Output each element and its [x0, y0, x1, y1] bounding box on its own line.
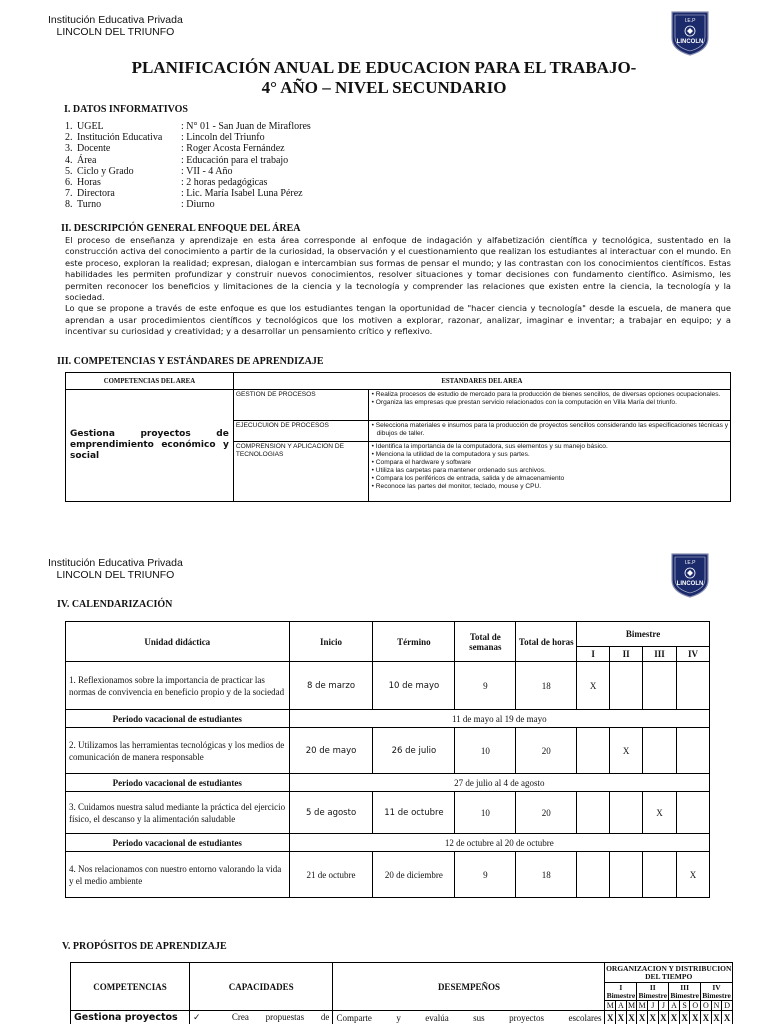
vacation-label: Periodo vacacional de estudiantes	[66, 710, 290, 728]
unit-start-cell: 21 de octubre	[289, 852, 373, 898]
bimestre-num: I	[619, 982, 623, 992]
unit-weeks-cell: 9	[455, 662, 516, 710]
capacidad-cell: EJECUCUION DE PROCESOS	[233, 421, 368, 442]
datos-row	[65, 188, 311, 199]
datos-list	[65, 121, 311, 211]
datos-num: 8.	[65, 199, 73, 211]
datos-label: Horas	[77, 177, 101, 189]
month-mark: X	[679, 1011, 690, 1024]
school-logo	[670, 552, 710, 598]
descripcion-paragraph-2: Lo que se propone a través de este enfoque es que los estudiantes tengan la oportunidad de "hacer ciencia y tecnología" desde la escuela, de manera que aprendan a usar procedimientos científicos y tecnológicos que los motiven a explorar, razonar, analizar, imaginar e inventar; a trabajar en equipo; y a incentivar su curiosidad y creatividad; y a desarrollar un pensamiento crítico y reflexivo.	[65, 303, 731, 337]
unit-b1-cell	[577, 792, 610, 834]
vacation-range: 27 de julio al 4 de agosto	[289, 774, 709, 792]
unit-end-cell: 20 de diciembre	[373, 852, 455, 898]
unit-b2-cell: X	[610, 728, 643, 774]
datos-label: Ciclo y Grado	[77, 165, 134, 177]
unit-b3-cell	[643, 728, 677, 774]
capacidad-cell: COMPRENSION Y APLICACION DE TECNOLOGIAS	[233, 442, 368, 502]
bimestre-num: II	[649, 982, 656, 992]
estandares-cell	[368, 442, 730, 502]
unit-name-cell: 4. Nos relacionamos con nuestro entorno valorando la vida y el medio ambiente	[66, 852, 290, 898]
unit-row	[66, 792, 710, 834]
month-mark: X	[616, 1011, 627, 1024]
unit-b1-cell	[577, 852, 610, 898]
estandar-item: • Reconoce las partes del monitor, teclado, mouse y CPU.	[371, 483, 542, 490]
col-termino: Término	[373, 622, 455, 662]
unit-b3-cell: X	[643, 792, 677, 834]
unit-row	[66, 728, 710, 774]
section-calendario-title: IV. CALENDARIZACIÓN	[57, 599, 173, 610]
datos-row	[65, 155, 311, 166]
col-organizacion: ORGANIZACION Y DISTRIBUCION DEL TIEMPO	[606, 963, 732, 981]
month-mark: X	[647, 1011, 658, 1024]
datos-num: 1.	[65, 121, 73, 132]
page-title	[0, 58, 768, 98]
col-capacidades: CAPACIDADES	[190, 963, 333, 1011]
unit-b2-cell	[610, 662, 643, 710]
title-line1: PLANIFICACIÓN ANUAL DE EDUCACION PARA EL TRABAJO-	[131, 58, 637, 77]
month-header: O	[690, 1001, 701, 1011]
bimestre-num: IV	[712, 982, 721, 992]
bimestre-header	[701, 983, 733, 1001]
estandar-item: • Organiza las empresas que prestan servicio relacionados con la computación en Villa María del triunfo.	[371, 399, 677, 406]
datos-row	[65, 143, 311, 154]
estandar-item: • Compara los periféricos de entrada, salida y de almacenamiento	[371, 475, 565, 482]
unit-start-cell: 5 de agosto	[289, 792, 373, 834]
col-b3: III	[643, 647, 677, 662]
capacidad-cell: ✓ Crea propuestas de	[190, 1011, 333, 1024]
datos-value: : N° 01 - San Juan de Miraflores	[181, 121, 311, 132]
vacation-row	[66, 710, 710, 728]
competencia-cell: Gestiona proyectos de emprendimiento económico y social	[66, 390, 234, 502]
bimestre-num: III	[680, 982, 690, 992]
datos-num: 4.	[65, 154, 73, 166]
desempeno-cell: Comparte y evalúa sus proyectos escolares	[333, 1011, 605, 1024]
month-mark: X	[701, 1011, 712, 1024]
competencias-table	[65, 372, 731, 502]
unit-weeks-cell: 9	[455, 852, 516, 898]
unit-start-cell: 20 de mayo	[289, 728, 373, 774]
vacation-label: Periodo vacacional de estudiantes	[66, 834, 290, 852]
bimestre-label: Bimestre	[670, 990, 699, 1000]
estandar-item: • Selecciona materiales e insumos para la producción de proyectos sencillos considerando las especificaciones técnicas y dibujos de taller.	[371, 422, 729, 437]
datos-num: 5.	[65, 165, 73, 177]
unit-weeks-cell: 10	[455, 792, 516, 834]
unit-name-cell: 2. Utilizamos las herramientas tecnológicas y los medios de comunicación de manera responsable	[66, 728, 290, 774]
bimestre-header	[637, 983, 669, 1001]
unit-name-cell: 3. Cuidamos nuestra salud mediante la práctica del ejercicio físico, el descanso y la alimentación saludable	[66, 792, 290, 834]
month-header: N	[711, 1001, 722, 1011]
month-mark: X	[722, 1011, 733, 1024]
month-mark: X	[669, 1011, 680, 1024]
unit-name-cell: 1. Reflexionamos sobre la importancia de practicar las normas de convivencia en beneficio propio y de la sociedad	[66, 662, 290, 710]
bimestre-label: Bimestre	[702, 990, 731, 1000]
unit-weeks-cell: 10	[455, 728, 516, 774]
unit-end-cell: 11 de octubre	[373, 792, 455, 834]
month-mark: X	[626, 1011, 637, 1024]
competencia-cell: Gestiona proyectos	[71, 1011, 190, 1024]
vacation-range: 11 de mayo al 19 de mayo	[289, 710, 709, 728]
estandares-cell	[368, 421, 730, 442]
propositos-table	[70, 962, 733, 1024]
svg-text:LINCOLN: LINCOLN	[676, 581, 704, 587]
month-header: J	[658, 1001, 669, 1011]
datos-row	[65, 177, 311, 188]
col-inicio: Inicio	[289, 622, 373, 662]
month-mark: X	[637, 1011, 648, 1024]
institution-name: LINCOLN DEL TRIUNFO	[56, 569, 175, 581]
calendar-table	[65, 621, 710, 898]
unit-end-cell: 26 de julio	[373, 728, 455, 774]
month-header: S	[679, 1001, 690, 1011]
unit-hours-cell: 20	[516, 792, 577, 834]
datos-value: : Lincoln del Triunfo	[181, 132, 265, 144]
datos-value: : Educación para el trabajo	[181, 154, 289, 166]
month-header: M	[638, 1001, 646, 1010]
svg-text:LINCOLN: LINCOLN	[676, 39, 704, 45]
school-logo	[670, 10, 710, 56]
header-estandares: ESTANDARES DEL AREA	[233, 373, 730, 390]
datos-row	[65, 132, 311, 143]
institution-type: Institución Educativa Privada	[48, 557, 183, 569]
section-datos-title: I. DATOS INFORMATIVOS	[64, 104, 188, 115]
month-header: J	[647, 1001, 658, 1011]
month-mark: X	[711, 1011, 722, 1024]
vacation-row	[66, 834, 710, 852]
header-block	[48, 14, 183, 38]
institution-name: LINCOLN DEL TRIUNFO	[56, 26, 175, 38]
month-mark: X	[658, 1011, 669, 1024]
capacidad-cell: GESTION DE PROCESOS	[233, 390, 368, 421]
datos-label: Turno	[77, 199, 102, 211]
bimestre-header	[605, 983, 637, 1001]
unit-b2-cell	[610, 792, 643, 834]
col-b4: IV	[677, 647, 710, 662]
header-competencias: COMPETENCIAS DEL AREA	[66, 373, 234, 390]
section-propositos-title: V. PROPÓSITOS DE APRENDIZAJE	[62, 941, 227, 952]
unit-b3-cell	[643, 662, 677, 710]
datos-label: UGEL	[77, 121, 104, 132]
bimestre-label: Bimestre	[606, 990, 636, 1000]
descripcion-paragraph-1: El proceso de enseñanza y aprendizaje en esta área corresponde al enfoque de indagación y alfabetización científica y tecnológica, sustentado en la construcción activa del conocimiento a partir de la curiosidad, la observación y el cuestionamiento que realizan los estudiantes al interactuar con el mundo. En este proceso, exploran la realidad; expresan, dialogan e intercambian sus formas de pensar el mundo; y las contrastan con los conocimientos científicos. Estas habilidades les permiten profundizar y construir nuevos conocimientos, resolver situaciones y tomar decisiones con fundamento científico. Asimismo, les permiten reconocer los beneficios y limitaciones de la ciencia y la tecnología y comprender las relaciones que existen entre la ciencia, la tecnología y la sociedad.	[65, 235, 731, 303]
unit-b1-cell: X	[577, 662, 610, 710]
datos-row	[65, 199, 311, 210]
month-header: M	[606, 1001, 614, 1010]
section-competencias-title: III. COMPETENCIAS Y ESTÁNDARES DE APRENDIZAJE	[57, 356, 324, 367]
unit-row	[66, 852, 710, 898]
unit-b4-cell	[677, 662, 710, 710]
institution-type: Institución Educativa Privada	[48, 14, 183, 26]
bimestre-header	[669, 983, 701, 1001]
month-header: O	[701, 1001, 712, 1011]
col-b1: I	[577, 647, 610, 662]
estandar-item: • Menciona la utilidad de la computadora y sus partes.	[371, 451, 530, 458]
datos-label: Institución Educativa	[77, 132, 163, 144]
datos-row	[65, 166, 311, 177]
unit-b4-cell: X	[677, 852, 710, 898]
estandar-item: • Identifica la importancia de la computadora, sus elementos y su manejo básico.	[371, 443, 608, 450]
col-desempenos: DESEMPEÑOS	[333, 963, 605, 1011]
unit-b2-cell	[610, 852, 643, 898]
section-descripcion-title: II. DESCRIPCIÓN GENERAL ENFOQUE DEL ÁREA	[61, 223, 301, 234]
col-semanas: Total de semanas	[455, 622, 516, 662]
datos-value: : VII - 4 Año	[181, 165, 233, 177]
estandar-item: • Utiliza las carpetas para mantener ordenado sus archivos.	[371, 467, 546, 474]
datos-num: 6.	[65, 177, 73, 189]
datos-label: Directora	[77, 188, 115, 200]
col-competencias: COMPETENCIAS	[71, 963, 190, 1011]
datos-row	[65, 121, 311, 132]
col-unidad: Unidad didáctica	[66, 622, 290, 662]
datos-value: : 2 horas pedagógicas	[181, 177, 268, 189]
svg-text:I.E.P: I.E.P	[684, 18, 696, 24]
estandar-item: • Compara el hardware y software	[371, 459, 472, 466]
col-horas: Total de horas	[516, 622, 577, 662]
unit-end-cell: 10 de mayo	[373, 662, 455, 710]
vacation-label: Periodo vacacional de estudiantes	[66, 774, 290, 792]
col-bimestre: Bimestre	[577, 622, 710, 647]
datos-num: 7.	[65, 188, 73, 200]
estandares-cell	[368, 390, 730, 421]
month-header: A	[616, 1001, 627, 1011]
datos-value: : Roger Acosta Fernández	[181, 143, 285, 155]
unit-start-cell: 8 de marzo	[289, 662, 373, 710]
vacation-row	[66, 774, 710, 792]
unit-b4-cell	[677, 728, 710, 774]
datos-num: 3.	[65, 143, 73, 155]
descripcion-text	[65, 235, 731, 338]
col-b2: II	[610, 647, 643, 662]
unit-b1-cell	[577, 728, 610, 774]
vacation-range: 12 de octubre al 20 de octubre	[289, 834, 709, 852]
month-header: M	[627, 1001, 636, 1010]
unit-b4-cell	[677, 792, 710, 834]
month-header: A	[669, 1001, 680, 1011]
unit-row	[66, 662, 710, 710]
unit-b3-cell	[643, 852, 677, 898]
datos-label: Docente	[77, 143, 111, 155]
estandar-item: • Realiza procesos de estudio de mercado para la producción de bienes sencillos, de diversas opciones ocupacionales.	[371, 391, 721, 398]
svg-text:I.E.P: I.E.P	[684, 560, 696, 566]
datos-label: Área	[77, 154, 97, 166]
datos-num: 2.	[65, 132, 73, 144]
datos-value: : Lic. María Isabel Luna Pérez	[181, 188, 303, 200]
bimestre-label: Bimestre	[638, 990, 668, 1000]
unit-hours-cell: 18	[516, 662, 577, 710]
month-mark: X	[605, 1011, 616, 1024]
unit-hours-cell: 18	[516, 852, 577, 898]
month-header: D	[722, 1001, 733, 1011]
month-mark: X	[690, 1011, 701, 1024]
header-block-page2	[48, 557, 183, 581]
title-line2: 4° AÑO – NIVEL SECUNDARIO	[261, 78, 507, 97]
unit-hours-cell: 20	[516, 728, 577, 774]
datos-value: : Diurno	[181, 199, 215, 211]
